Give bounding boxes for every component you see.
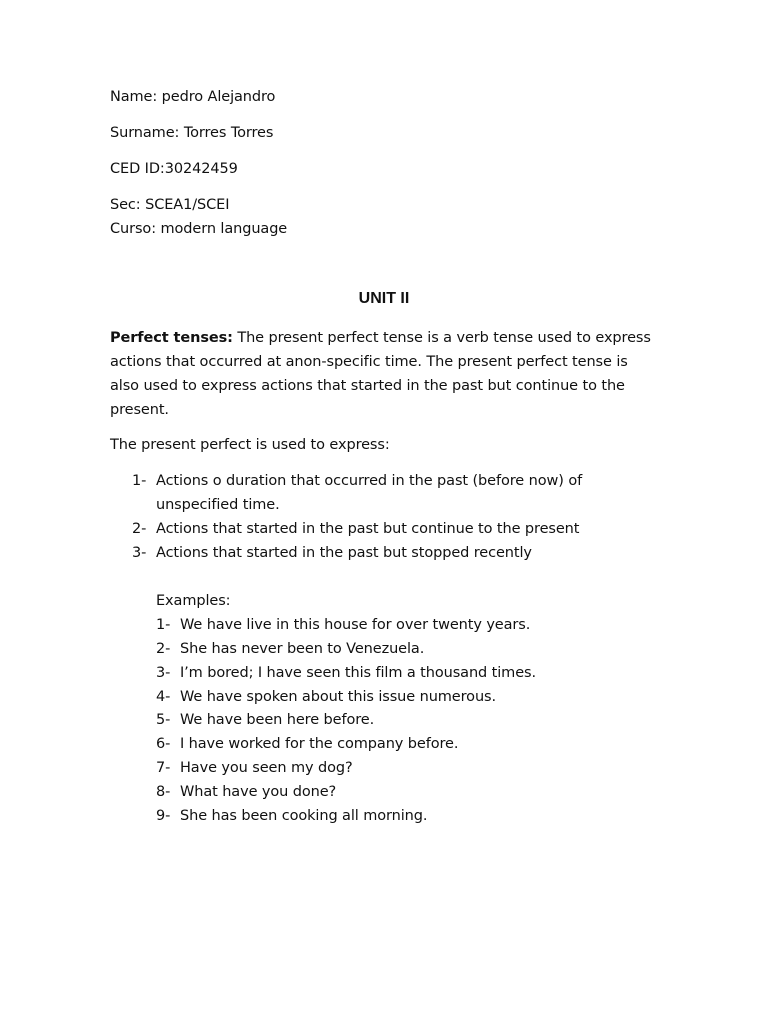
page-title: UNIT II [358, 290, 410, 307]
student-ced-id: CED ID:30242459 [110, 161, 238, 177]
example-text: What have you done? [180, 784, 337, 800]
example-text: Have you seen my dog? [180, 760, 353, 776]
uses-item-text: Actions o duration that occurred in the past (before now) of [156, 473, 583, 489]
student-section: Sec: SCEA1/SCEI [110, 197, 230, 213]
uses-item-text: Actions that started in the past but continue to the present [156, 521, 580, 537]
uses-item-number: 3- [132, 545, 147, 561]
uses-item-number: 2- [132, 521, 147, 537]
uses-item-text: Actions that started in the past but stopped recently [156, 545, 532, 561]
example-text: We have spoken about this issue numerous. [180, 689, 496, 705]
student-course: Curso: modern language [110, 221, 288, 237]
student-surname: Surname: Torres Torres [110, 125, 274, 141]
uses-heading: The present perfect is used to express: [110, 437, 390, 453]
student-name: Name: pedro Alejandro [110, 89, 276, 105]
example-text: She has been cooking all morning. [180, 808, 428, 824]
example-number: 9- [156, 808, 171, 824]
example-text: She has never been to Venezuela. [180, 641, 425, 657]
example-number: 6- [156, 736, 171, 752]
example-number: 2- [156, 641, 171, 657]
example-text: I’m bored; I have seen this film a thousand times. [180, 665, 536, 681]
example-text: We have live in this house for over twenty years. [180, 617, 531, 633]
example-number: 4- [156, 689, 171, 705]
example-text: We have been here before. [180, 712, 375, 728]
intro-label: Perfect tenses: [110, 330, 233, 346]
examples-heading: Examples: [156, 593, 231, 609]
example-text: I have worked for the company before. [180, 736, 459, 752]
example-number: 3- [156, 665, 171, 681]
intro-paragraph [110, 326, 655, 422]
example-number: 1- [156, 617, 171, 633]
uses-item-number: 1- [132, 473, 147, 489]
uses-item-text-continued: unspecified time. [156, 497, 280, 513]
example-number: 5- [156, 712, 171, 728]
example-number: 8- [156, 784, 171, 800]
example-number: 7- [156, 760, 171, 776]
intro-text: The present perfect tense is a verb tense used to express actions that occurred at anon-specific time. The present perfect tense is also used to express actions that started in the past but continue to the present. [110, 330, 651, 418]
